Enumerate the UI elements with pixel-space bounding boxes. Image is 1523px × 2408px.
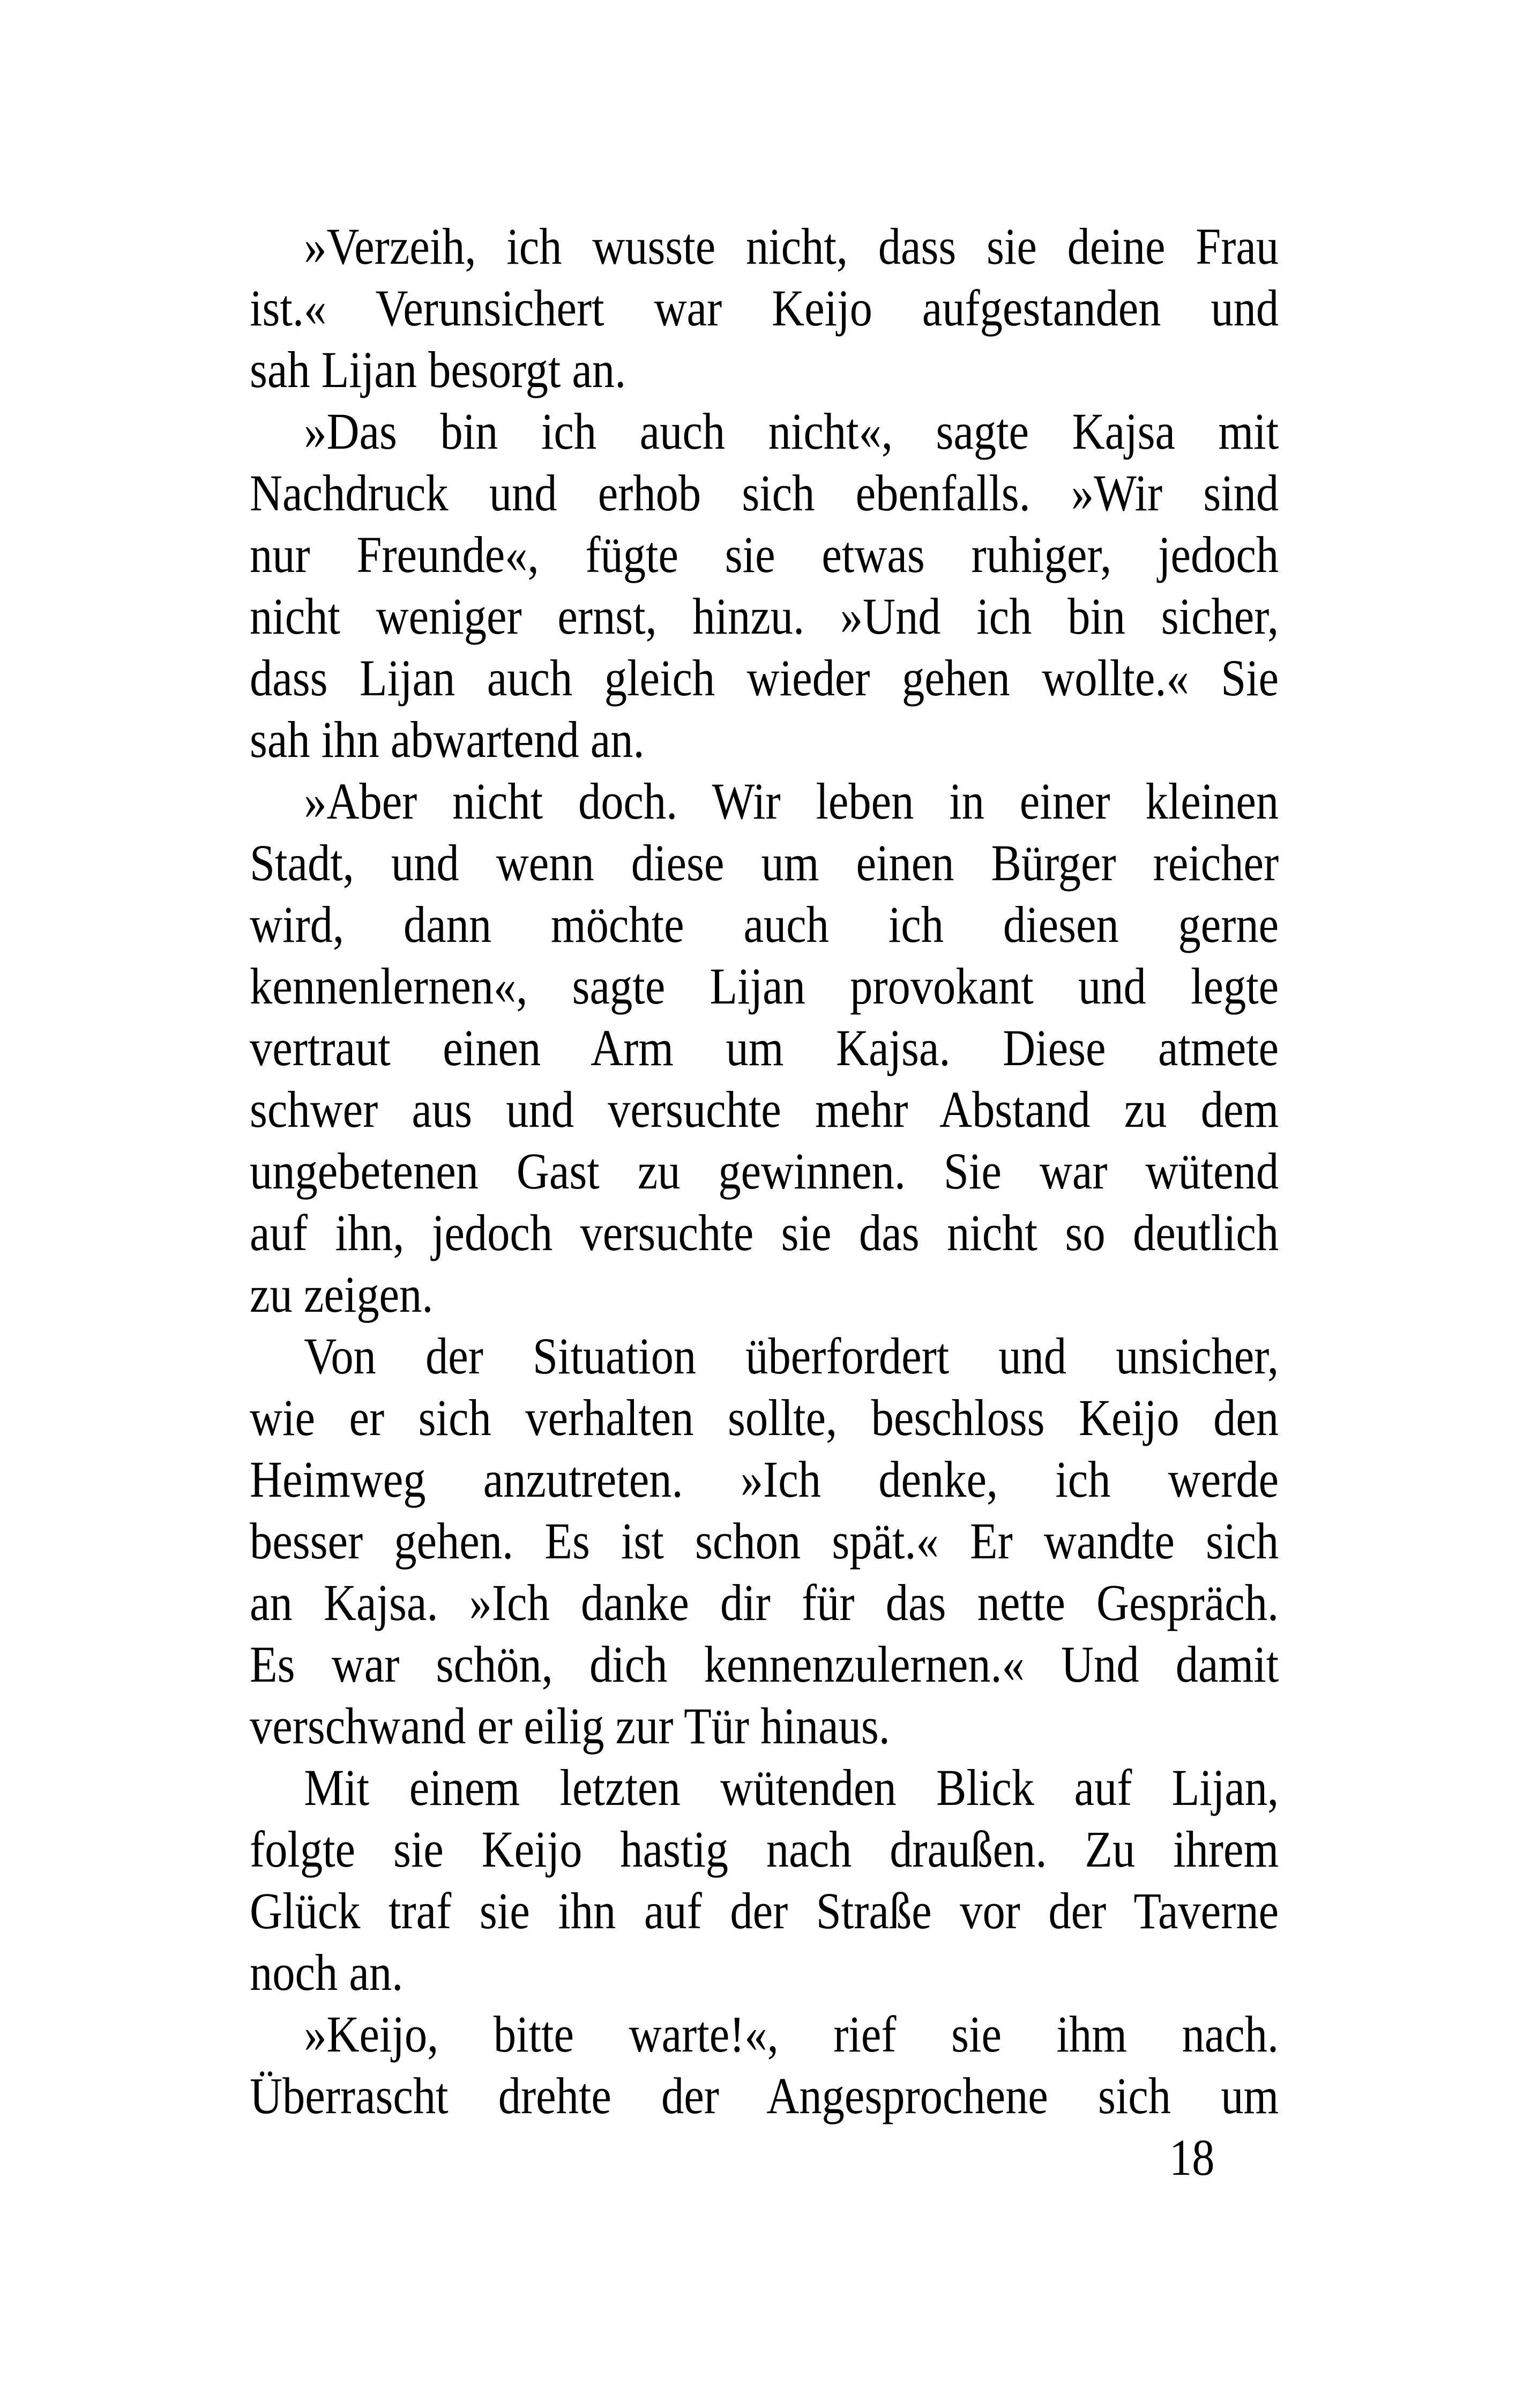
paragraph [250, 2003, 1279, 2127]
text-line: wie er sich verhalten sollte, beschloss Keijo den [250, 1389, 1279, 1446]
text-line: besser gehen. Es ist schon spät.« Er wandte sich [250, 1512, 1279, 1570]
text-line: schwer aus und versuchte mehr Abstand zu dem [250, 1081, 1279, 1138]
text-line: »Aber nicht doch. Wir leben in einer kleinen [304, 772, 1279, 830]
text-line: ungebetenen Gast zu gewinnen. Sie war wütend [250, 1142, 1279, 1200]
text-line: sah ihn abwartend an. [250, 711, 645, 768]
text-line: auf ihn, jedoch versuchte sie das nicht so deutlich [250, 1204, 1279, 1261]
text-line: nur Freunde«, fügte sie etwas ruhiger, jedoch [250, 526, 1279, 583]
paragraph [250, 400, 1279, 770]
text-line: Von der Situation überfordert und unsicher, [304, 1327, 1279, 1385]
text-line: wird, dann möchte auch ich diesen gerne [250, 896, 1279, 953]
text-block [250, 215, 1279, 2188]
paragraph [250, 215, 1279, 400]
text-line: Heimweg anzutreten. »Ich denke, ich werde [250, 1451, 1279, 1508]
paragraph [250, 770, 1279, 1325]
text-line: »Das bin ich auch nicht«, sagte Kajsa mit [304, 403, 1279, 460]
paragraph [250, 1757, 1279, 2003]
text-line: sah Lijan besorgt an. [250, 341, 626, 398]
text-line: Überrascht drehte der Angesprochene sich um [250, 2067, 1279, 2124]
text-line: ist.« Verunsichert war Keijo aufgestanden und [250, 279, 1279, 337]
text-line: zu zeigen. [250, 1266, 434, 1323]
text-line: »Keijo, bitte warte!«, rief sie ihm nach. [304, 2005, 1279, 2063]
text-line: Glück traf sie ihn auf der Straße vor der Taverne [250, 1882, 1279, 1939]
text-line: Nachdruck und erhob sich ebenfalls. »Wir sind [250, 464, 1279, 522]
text-line: dass Lijan auch gleich wieder gehen wollte.« Sie [250, 649, 1279, 707]
text-line: vertraut einen Arm um Kajsa. Diese atmete [250, 1019, 1279, 1076]
text-line: folgte sie Keijo hastig nach draußen. Zu ihrem [250, 1820, 1279, 1878]
text-line: nicht weniger ernst, hinzu. »Und ich bin sicher, [250, 588, 1279, 645]
text-line: Mit einem letzten wütenden Blick auf Lijan, [304, 1759, 1279, 1816]
text-line: verschwand er eilig zur Tür hinaus. [250, 1697, 890, 1755]
text-line: »Verzeih, ich wusste nicht, dass sie deine Frau [304, 218, 1279, 275]
page-number: 18 [1169, 2129, 1215, 2186]
text-line: Stadt, und wenn diese um einen Bürger reicher [250, 834, 1279, 891]
text-line: an Kajsa. »Ich danke dir für das nette Gespräch. [250, 1574, 1279, 1631]
paragraph [250, 1325, 1279, 1757]
text-line: kennenlernen«, sagte Lijan provokant und legte [250, 957, 1279, 1015]
text-line: noch an. [250, 1944, 404, 2001]
text-line: Es war schön, dich kennenzulernen.« Und damit [250, 1636, 1279, 1693]
